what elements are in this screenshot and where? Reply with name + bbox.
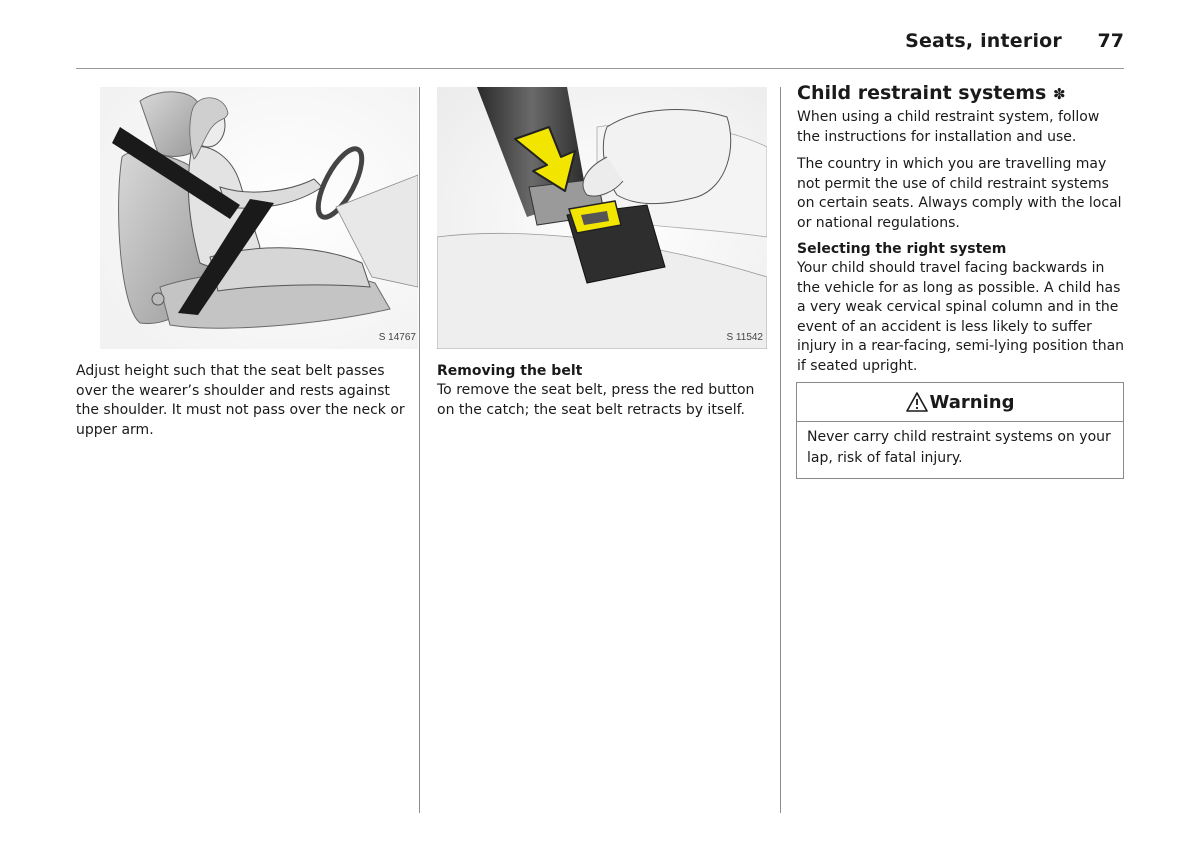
page-header (76, 28, 1124, 69)
section-title-text: Child restraint systems (797, 82, 1047, 104)
warning-triangle-icon (906, 392, 928, 412)
section-title (797, 82, 1066, 104)
col2-paragraph: To remove the seat belt, press the red button on the catch; the seat belt retracts by itself. (437, 382, 755, 418)
warning-title: Warning (929, 391, 1015, 413)
col3-paragraph-3: Your child should travel facing backwards in the vehicle for as long as possible. A child has a very weak cervical spinal column and in the event of an accident is less likely to suffer injury in a rear-facing, semi-lying position than if seated upright. (797, 260, 1125, 374)
col3-paragraph-2: The country in which you are travelling may not permit the use of child restraint systems on certain seats. Always comply with the local or national regulations. (797, 156, 1122, 231)
section-header-title: Seats, interior (905, 30, 1062, 52)
col2-text-block (437, 362, 767, 420)
figure-driver-seat-belt (100, 87, 418, 349)
subheading-removing-belt: Removing the belt (437, 363, 583, 379)
figure-belt-buckle (437, 87, 767, 349)
snowflake-icon: ✽ (1053, 85, 1066, 103)
column-divider-1 (419, 87, 420, 813)
page-number: 77 (1097, 30, 1124, 52)
driver-illustration (100, 87, 418, 349)
warning-text: Never carry child restraint systems on your lap, risk of fatal injury. (807, 429, 1111, 466)
col3-paragraph-1: When using a child restraint system, follow the instructions for installation and use. (797, 109, 1100, 145)
col1-paragraph: Adjust height such that the seat belt passes over the wearer’s shoulder and rests against the shoulder. It must not pass over the neck or upper arm. (76, 363, 405, 438)
figure-label: S 11542 (726, 332, 763, 343)
subheading-selecting-system: Selecting the right system (797, 241, 1007, 257)
warning-header (797, 383, 1123, 422)
column-divider-2 (780, 87, 781, 813)
warning-box (796, 382, 1124, 479)
col3-text-block (797, 240, 1125, 376)
figure-label: S 14767 (378, 332, 416, 343)
buckle-illustration (437, 87, 767, 349)
